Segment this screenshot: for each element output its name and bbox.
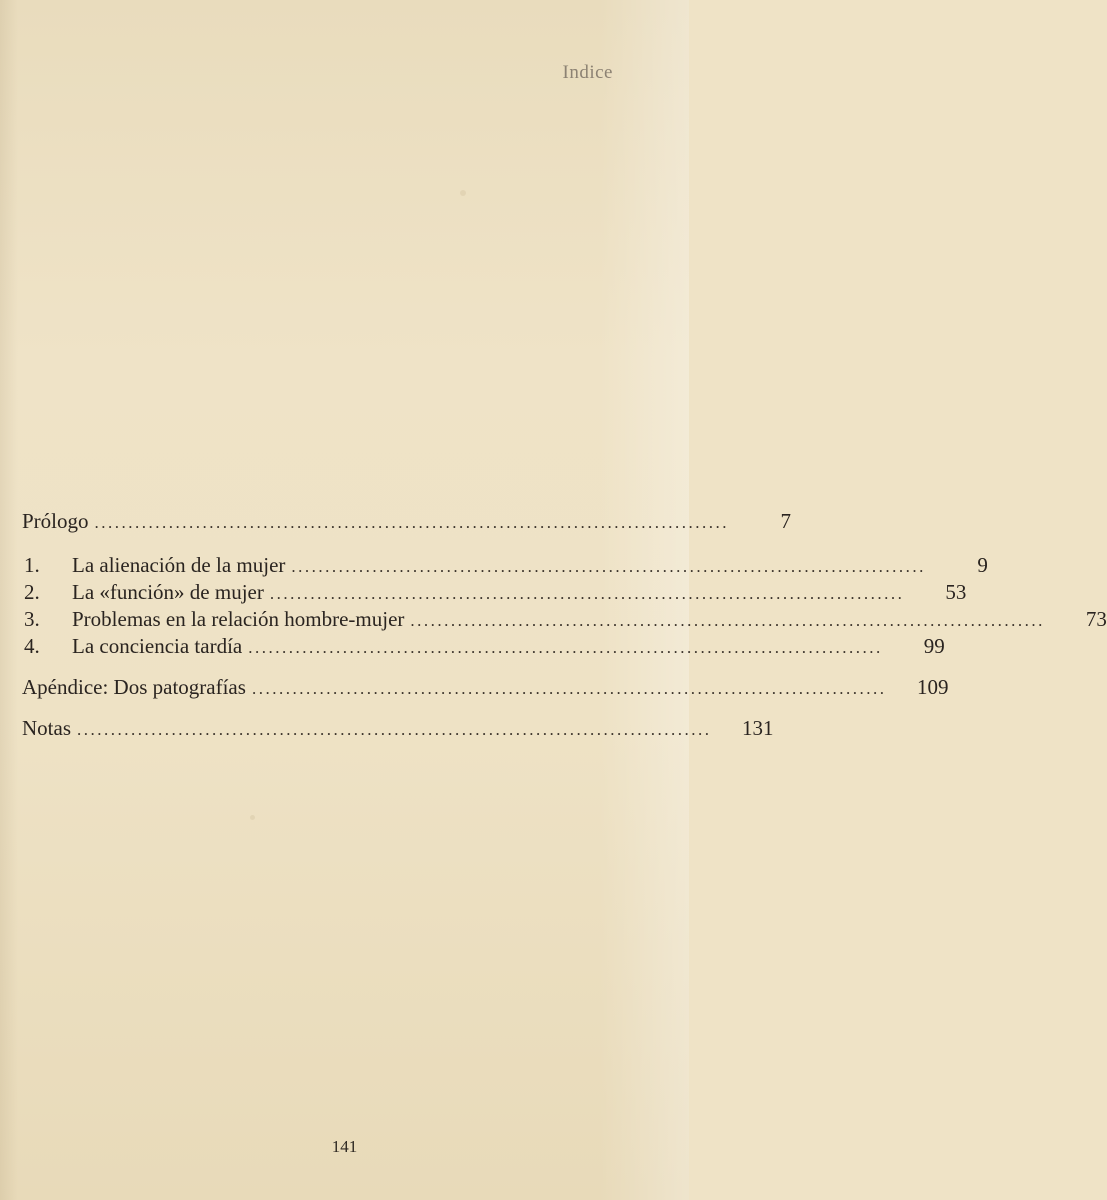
paper-spot: [460, 190, 466, 196]
page-number: 141: [331, 1137, 358, 1156]
toc-entry-chapter: [22, 633, 945, 660]
toc-entry-page: 53: [945, 580, 967, 604]
toc-entry-chapter: [22, 606, 1107, 633]
toc-entry-chapter: [22, 552, 988, 579]
toc-entry-title: Prólogo: [22, 509, 89, 533]
dot-leader: ..............................................................................................: [77, 720, 712, 739]
table-of-contents: [22, 508, 1107, 742]
dot-leader: ..............................................................................................: [248, 638, 883, 657]
toc-entry-title: Apéndice: Dos patografías: [22, 675, 246, 699]
toc-entry-chapter: [22, 579, 967, 606]
toc-entry-title: Problemas en la relación hombre-mujer: [72, 607, 405, 631]
dot-leader: ..............................................................................................: [291, 557, 926, 576]
dot-leader: ..............................................................................................: [251, 679, 887, 698]
chapter-number: 3.: [24, 607, 40, 631]
toc-entry-page: 7: [780, 509, 792, 533]
chapter-number: 2.: [24, 580, 40, 604]
toc-entry-title: La «función» de mujer: [72, 580, 264, 604]
toc-entry-page: 109: [916, 675, 949, 699]
dot-leader: ..............................................................................................: [94, 513, 730, 532]
paper-spot: [250, 815, 255, 820]
toc-entry-page: 131: [742, 716, 774, 740]
toc-entry-appendix: [22, 674, 949, 701]
running-head: Indice: [562, 62, 613, 83]
toc-entry-title: La alienación de la mujer: [72, 553, 286, 577]
toc-entry-page: 99: [923, 634, 945, 658]
toc-entry-prologue: [22, 508, 792, 535]
toc-entry-page: 73: [1085, 607, 1107, 631]
toc-entry-page: 9: [977, 553, 988, 577]
chapter-number: 1.: [24, 553, 40, 577]
dot-leader: ..............................................................................................: [269, 584, 905, 603]
toc-entry-title: La conciencia tardía: [72, 634, 243, 658]
toc-entry-notes: [22, 715, 774, 742]
toc-entry-title: Notas: [22, 716, 71, 740]
dot-leader: ..............................................................................................: [410, 611, 1045, 630]
chapter-number: 4.: [24, 634, 40, 658]
